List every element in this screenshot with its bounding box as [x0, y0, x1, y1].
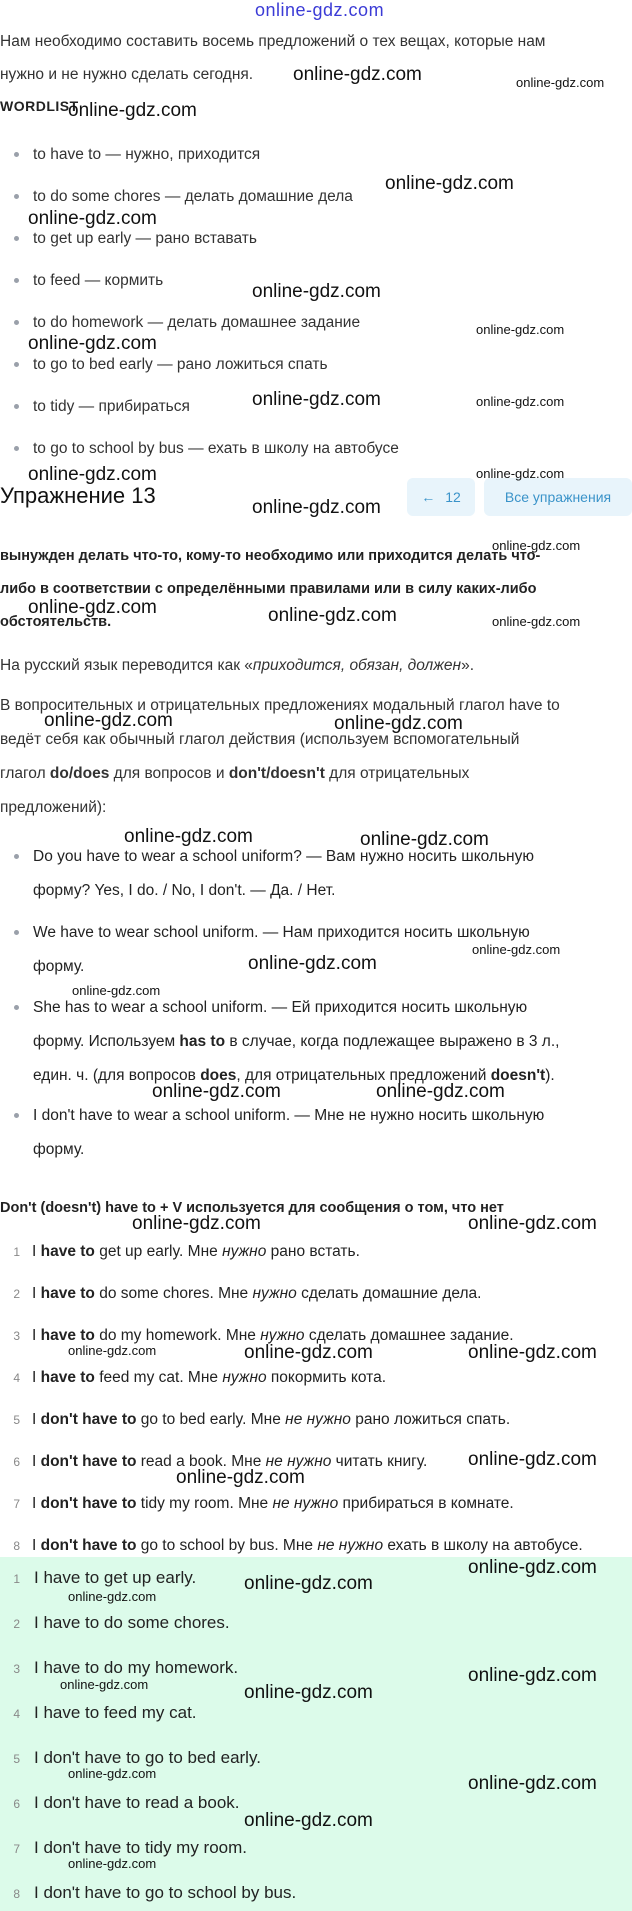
example-item: She has to wear a school uniform. — Ей приходится носить школьную — [0, 999, 527, 1017]
watermark: online-gdz.com — [468, 1449, 597, 1470]
watermark: online-gdz.com — [248, 953, 377, 974]
example-item-cont: един. ч. (для вопросов does, для отрицательных предложений doesn't). — [33, 1067, 555, 1084]
watermark: online-gdz.com — [472, 942, 561, 957]
answer-item: 1 I have to get up early. — [13, 1568, 197, 1587]
sentence-item: 8 I don't have to go to school by bus. Мне не нужно ехать в школу на автобусе. — [13, 1537, 583, 1554]
watermark: online-gdz.com — [468, 1342, 597, 1363]
rule-line: либо в соответствии с определёнными правилами или в силу каких-либо — [0, 581, 537, 597]
watermark: online-gdz.com — [28, 208, 157, 229]
wordlist-item: to get up early — рано вставать — [14, 230, 257, 248]
bullet-icon — [14, 1005, 19, 1010]
answer-item: 3 I have to do my homework. — [13, 1658, 239, 1677]
rule-line: вынужден делать что-то, кому-то необходимо или приходится делать что- — [0, 548, 541, 564]
question-rule-line: В вопросительных и отрицательных предложениях модальный глагол have to — [0, 697, 560, 714]
sentence-item: 5 I don't have to go to bed early. Мне не нужно рано ложиться спать. — [13, 1411, 511, 1428]
sentence-item: 7 I don't have to tidy my room. Мне не нужно прибираться в комнате. — [13, 1495, 514, 1512]
watermark: online-gdz.com — [132, 1213, 261, 1234]
wordlist-heading: WORDLIST — [0, 98, 79, 114]
bullet-icon — [14, 930, 19, 935]
watermark: online-gdz.com — [252, 281, 381, 302]
question-rule-line: глагол do/does для вопросов и don't/doesn't для отрицательных — [0, 765, 470, 782]
bullet-icon — [14, 236, 19, 241]
watermark: online-gdz.com — [28, 464, 157, 485]
watermark: online-gdz.com — [68, 1856, 157, 1871]
prev-exercise-label: 12 — [445, 489, 461, 505]
watermark: online-gdz.com — [468, 1773, 597, 1794]
watermark: online-gdz.com — [293, 64, 422, 85]
watermark: online-gdz.com — [385, 173, 514, 194]
watermark: online-gdz.com — [68, 1343, 157, 1358]
sentence-item: 1 I have to get up early. Мне нужно рано встать. — [13, 1243, 360, 1260]
watermark: online-gdz.com — [360, 829, 489, 850]
all-exercises-label: Все упражнения — [504, 489, 612, 505]
sentence-item: 3 I have to do my homework. Мне нужно сделать домашнее задание. — [13, 1327, 514, 1344]
wordlist-item: to feed — кормить — [14, 272, 163, 290]
watermark: online-gdz.com — [72, 983, 161, 998]
wordlist-item: to do some chores — делать домашние дела — [14, 188, 353, 206]
answer-item: 5 I don't have to go to bed early. — [13, 1748, 261, 1767]
watermark: online-gdz.com — [176, 1467, 305, 1488]
example-item: I don't have to wear a school uniform. — Мне не нужно носить школьную — [0, 1107, 544, 1125]
answer-item: 8 I don't have to go to school by bus. — [13, 1883, 297, 1902]
watermark: online-gdz.com — [468, 1213, 597, 1234]
watermark: online-gdz.com — [28, 333, 157, 354]
watermark: online-gdz.com — [468, 1665, 597, 1686]
all-exercises-button[interactable] — [484, 478, 632, 516]
answer-item: 2 I have to do some chores. — [13, 1613, 230, 1632]
watermark: online-gdz.com — [28, 597, 157, 618]
watermark: online-gdz.com — [244, 1682, 373, 1703]
arrow-left-icon: ← — [421, 489, 436, 505]
intro-line-1: Нам необходимо составить восемь предложений о тех вещах, которые нам — [0, 33, 546, 50]
watermark: online-gdz.com — [476, 466, 565, 481]
bullet-icon — [14, 152, 19, 157]
watermark: online-gdz.com — [468, 1557, 597, 1578]
watermark: online-gdz.com — [492, 538, 581, 553]
question-rule-line: предложений): — [0, 799, 107, 816]
example-item-cont: форму. Используем has to в случае, когда подлежащее выражено в 3 л., — [33, 1033, 560, 1050]
bullet-icon — [14, 1113, 19, 1118]
watermark: online-gdz.com — [152, 1081, 281, 1102]
bullet-icon — [14, 446, 19, 451]
wordlist-item: to tidy — прибираться — [14, 398, 190, 416]
wordlist-item: to do homework — делать домашнее задание — [14, 314, 360, 332]
bullet-icon — [14, 404, 19, 409]
example-item-cont: форму? Yes, I do. / No, I don't. — Да. / Нет. — [33, 882, 336, 899]
watermark: online-gdz.com — [376, 1081, 505, 1102]
watermark: online-gdz.com — [244, 1810, 373, 1831]
answer-item: 4 I have to feed my cat. — [13, 1703, 197, 1722]
answer-item: 6 I don't have to read a book. — [13, 1793, 240, 1812]
watermark: online-gdz.com — [44, 710, 173, 731]
watermark: online-gdz.com — [244, 1573, 373, 1594]
watermark: online-gdz.com — [244, 1342, 373, 1363]
question-rule-line: ведёт себя как обычный глагол действия (используем вспомогательный — [0, 731, 520, 748]
wordlist-item: to have to — нужно, приходится — [14, 146, 260, 164]
watermark: online-gdz.com — [68, 1766, 157, 1781]
example-item-cont: форму. — [33, 958, 85, 975]
answer-item: 7 I don't have to tidy my room. — [13, 1838, 248, 1857]
watermark: online-gdz.com — [334, 713, 463, 734]
watermark: online-gdz.com — [516, 75, 605, 90]
watermark: online-gdz.com — [252, 497, 381, 518]
watermark: online-gdz.com — [68, 100, 197, 121]
watermark: online-gdz.com — [252, 389, 381, 410]
sentence-item: 2 I have to do some chores. Мне нужно сделать домашние дела. — [13, 1285, 482, 1302]
watermark: online-gdz.com — [476, 394, 565, 409]
sentence-item: 6 I don't have to read a book. Мне не нужно читать книгу. — [13, 1453, 428, 1470]
wordlist-item: to go to school by bus — ехать в школу на автобусе — [14, 440, 399, 458]
bullet-icon — [14, 854, 19, 859]
bullet-icon — [14, 278, 19, 283]
intro-line-2: нужно и не нужно сделать сегодня. — [0, 66, 254, 83]
translation-note: На русский язык переводится как «приходится, обязан, должен». — [0, 657, 475, 674]
rule-line: обстоятельств. — [0, 614, 112, 630]
example-item: We have to wear school uniform. — Нам приходится носить школьную — [0, 924, 530, 942]
sentence-item: 4 I have to feed my cat. Мне нужно покормить кота. — [13, 1369, 387, 1386]
prev-exercise-button[interactable] — [407, 478, 475, 516]
watermark: online-gdz.com — [124, 826, 253, 847]
watermark: online-gdz.com — [476, 322, 565, 337]
watermark: online-gdz.com — [60, 1677, 149, 1692]
dont-rule-line: Don't (doesn't) have to + V используется для сообщения о том, что нет — [0, 1200, 504, 1216]
bullet-icon — [14, 362, 19, 367]
bullet-icon — [14, 194, 19, 199]
exercise-title: Упражнение 13 — [0, 483, 156, 508]
example-item: Do you have to wear a school uniform? — Вам нужно носить школьную — [0, 848, 534, 866]
watermark: online-gdz.com — [68, 1589, 157, 1604]
example-item-cont: форму. — [33, 1141, 85, 1158]
top-watermark: online-gdz.com — [255, 0, 385, 20]
watermark: online-gdz.com — [492, 614, 581, 629]
wordlist-item: to go to bed early — рано ложиться спать — [14, 356, 328, 374]
bullet-icon — [14, 320, 19, 325]
watermark: online-gdz.com — [268, 605, 397, 626]
